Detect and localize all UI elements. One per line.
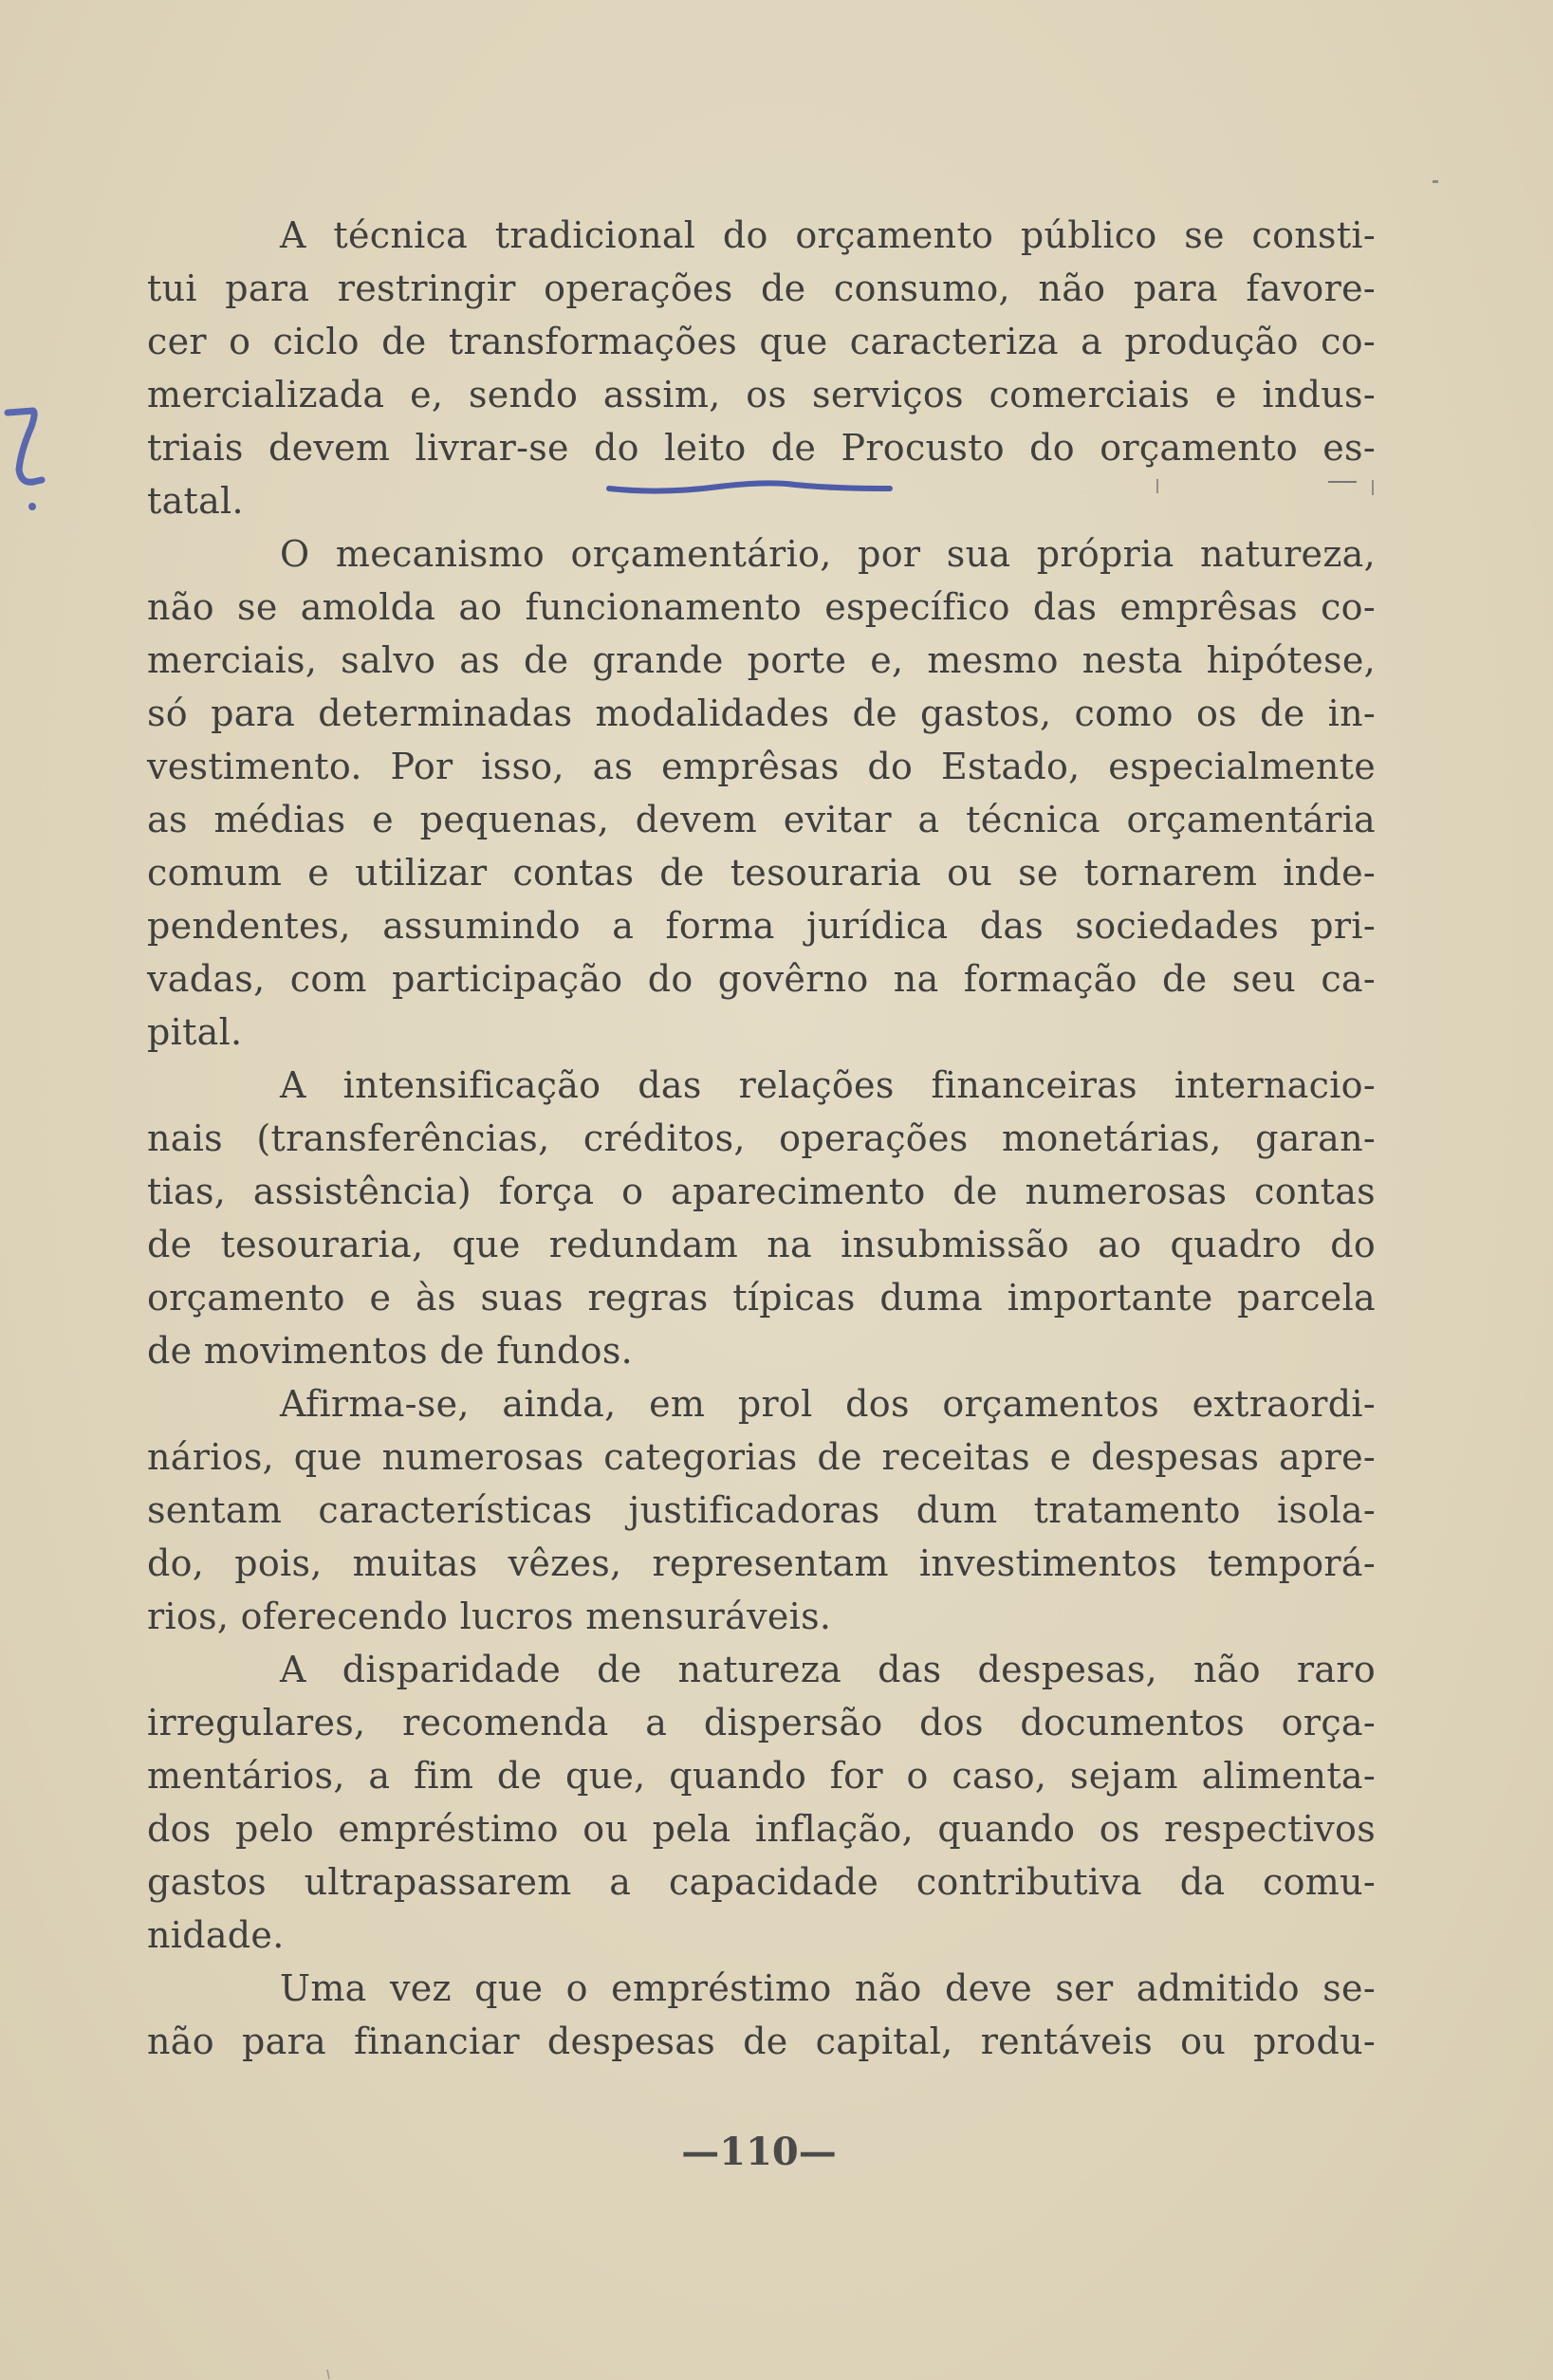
text-line: orçamento e às suas regras típicas duma importante parcela bbox=[147, 1277, 1376, 1319]
text-line: do, pois, muitas vêzes, representam investimentos temporá- bbox=[147, 1542, 1376, 1584]
text-line: tatal. bbox=[147, 480, 244, 522]
paragraph bbox=[147, 1643, 1376, 1962]
text-line: tui para restringir operações de consumo, não para favore- bbox=[147, 268, 1376, 309]
text-line: de movimentos de fundos. bbox=[147, 1330, 634, 1372]
paragraph bbox=[147, 1377, 1376, 1643]
text-line: A disparidade de natureza das despesas, não raro bbox=[280, 1649, 1376, 1690]
paragraph bbox=[147, 1962, 1376, 2068]
text-line: não para financiar despesas de capital, rentáveis ou produ- bbox=[147, 2020, 1376, 2062]
text-line: nais (transferências, créditos, operações monetárias, garan- bbox=[147, 1117, 1376, 1159]
text-line: cer o ciclo de transformações que caracteriza a produção co- bbox=[147, 321, 1376, 362]
page-body-text bbox=[147, 209, 1376, 2068]
paragraph bbox=[147, 527, 1376, 1059]
text-line: Afirma-se, ainda, em prol dos orçamentos extraordi- bbox=[280, 1383, 1376, 1425]
text-line: comum e utilizar contas de tesouraria ou se tornarem inde- bbox=[147, 852, 1376, 894]
page-number: —110— bbox=[681, 2130, 837, 2174]
text-line: rios, oferecendo lucros mensuráveis. bbox=[147, 1596, 832, 1637]
text-line: gastos ultrapassarem a capacidade contributiva da comu- bbox=[147, 1861, 1376, 1903]
text-line: só para determinadas modalidades de gastos, como os de in- bbox=[147, 692, 1376, 734]
text-line: vadas, com participação do govêrno na formação de seu ca- bbox=[147, 958, 1376, 1000]
handwritten-margin-dot bbox=[28, 503, 36, 510]
text-line: as médias e pequenas, devem evitar a técnica orçamentária bbox=[147, 799, 1376, 840]
paragraph bbox=[147, 1059, 1376, 1377]
text-line: sentam características justificadoras dum tratamento isola- bbox=[147, 1489, 1376, 1531]
text-line: pendentes, assumindo a forma jurídica das sociedades pri- bbox=[147, 905, 1376, 947]
text-line: de tesouraria, que redundam na insubmissão ao quadro do bbox=[147, 1224, 1376, 1265]
text-line: merciais, salvo as de grande porte e, mesmo nesta hipótese, bbox=[147, 639, 1376, 681]
text-line: tias, assistência) força o aparecimento de numerosas contas bbox=[147, 1171, 1376, 1212]
handwritten-margin-bracket-icon bbox=[0, 379, 57, 503]
text-line: nidade. bbox=[147, 1914, 285, 1956]
text-line: Uma vez que o empréstimo não deve ser admitido se- bbox=[280, 1967, 1376, 2009]
text-line: A técnica tradicional do orçamento público se consti- bbox=[280, 214, 1376, 256]
text-line: mercializada e, sendo assim, os serviços comerciais e indus- bbox=[147, 374, 1376, 415]
text-line: vestimento. Por isso, as emprêsas do Estado, especialmente bbox=[147, 746, 1376, 787]
text-line: não se amolda ao funcionamento específico das emprêsas co- bbox=[147, 586, 1376, 628]
text-line: O mecanismo orçamentário, por sua própria natureza, bbox=[280, 533, 1376, 575]
text-line: A intensificação das relações financeiras internacio- bbox=[280, 1064, 1376, 1106]
text-line: irregulares, recomenda a dispersão dos documentos orça- bbox=[147, 1702, 1376, 1743]
paragraph bbox=[147, 209, 1376, 527]
text-line: dos pelo empréstimo ou pela inflação, quando os respectivos bbox=[147, 1808, 1376, 1850]
text-line: triais devem livrar-se do leito de Procusto do orçamento es- bbox=[147, 427, 1376, 469]
text-line: mentários, a fim de que, quando for o caso, sejam alimenta- bbox=[147, 1755, 1376, 1797]
text-line: nários, que numerosas categorias de receitas e despesas apre- bbox=[147, 1436, 1376, 1478]
text-line: pital. bbox=[147, 1011, 243, 1053]
